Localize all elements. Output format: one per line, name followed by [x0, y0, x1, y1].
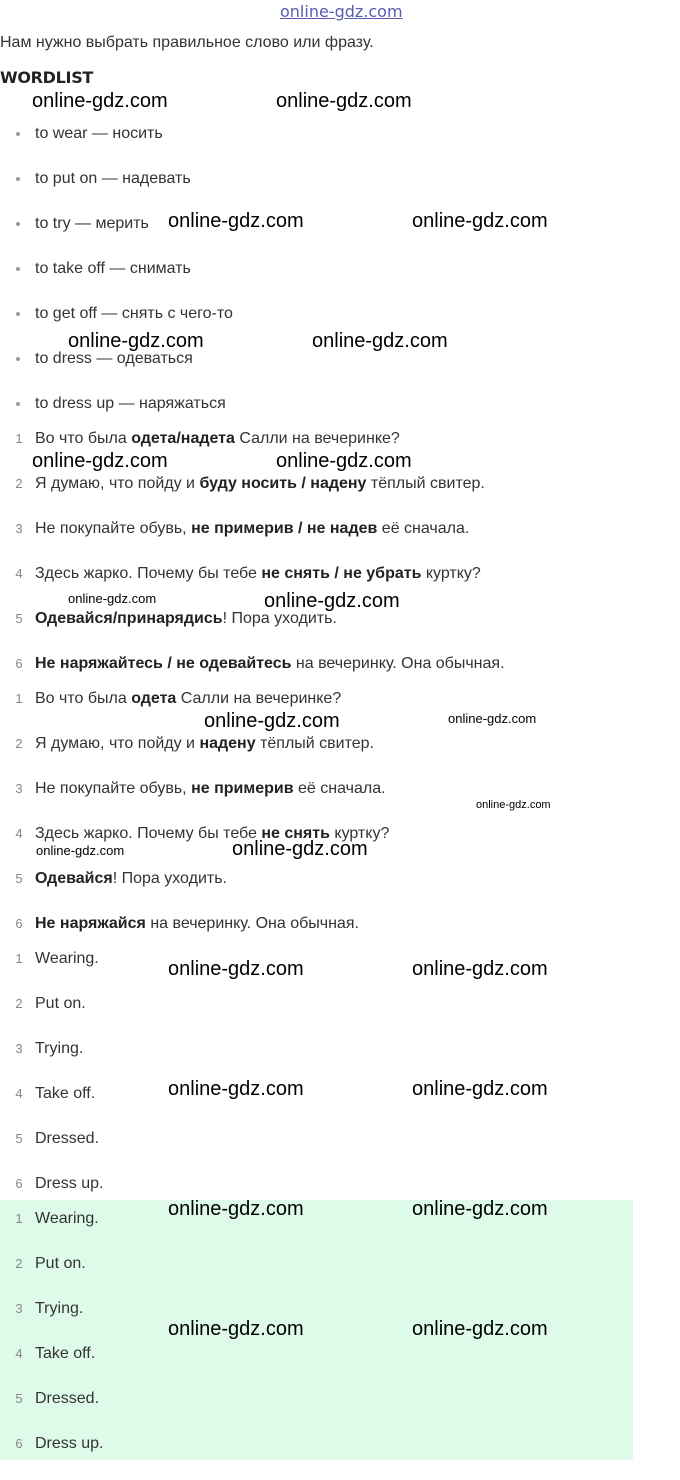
watermark: online-gdz.com — [32, 450, 168, 472]
answer-ru-item — [0, 870, 680, 915]
wordlist-item-text: to dress — одеваться — [35, 350, 193, 367]
item-number: 5 — [15, 1131, 23, 1146]
option-text: Не наряжайтесь / не одевайтесь на вечеринку. Она обычная. — [35, 655, 505, 672]
final-answer-item — [0, 1345, 680, 1390]
answer-en-text: Wearing. — [35, 950, 99, 967]
option-text: Не покупайте обувь, не примерив / не надев её сначала. — [35, 520, 470, 537]
item-number: 5 — [15, 611, 23, 626]
wordlist-item-text: to take off — снимать — [35, 260, 191, 277]
bullet-icon — [16, 402, 20, 406]
item-number: 2 — [15, 476, 23, 491]
answer-ru-text: Одевайся! Пора уходить. — [35, 870, 227, 887]
wordlist-item-text: to try — мерить — [35, 215, 149, 232]
wordlist-item — [0, 350, 680, 395]
answer-ru-text: Я думаю, что пойду и наденy тёплый свитер. — [35, 735, 375, 752]
wordlist-item — [0, 215, 680, 260]
final-answer-item — [0, 1435, 680, 1480]
wordlist-item-text: to put on — надевать — [35, 170, 191, 187]
wordlist-item-text: to get off — снять с чего-то — [35, 305, 233, 322]
item-number: 3 — [15, 521, 23, 536]
item-number: 4 — [15, 826, 23, 841]
site-header-link[interactable]: online-gdz.com — [280, 2, 403, 21]
bullet-icon — [16, 177, 20, 181]
watermark: online-gdz.com — [448, 711, 537, 726]
answer-en-text: Put on. — [35, 995, 86, 1012]
watermark: online-gdz.com — [68, 330, 204, 352]
item-number: 6 — [15, 916, 23, 931]
bullet-icon — [16, 312, 20, 316]
watermark: online-gdz.com — [68, 591, 157, 606]
answer-ru-text: Не покупайте обувь, не примерив её сначала. — [35, 780, 386, 797]
watermark: online-gdz.com — [412, 1318, 548, 1340]
item-number: 5 — [15, 1391, 23, 1406]
watermark: online-gdz.com — [168, 210, 304, 232]
bullet-icon — [16, 267, 20, 271]
final-answer-text: Dress up. — [35, 1435, 104, 1452]
item-number: 5 — [15, 871, 23, 886]
watermark: online-gdz.com — [476, 799, 551, 811]
watermark: online-gdz.com — [32, 90, 168, 112]
bullet-icon — [16, 132, 20, 136]
answer-ru-text: Не наряжайся на вечеринку. Она обычная. — [35, 915, 359, 932]
option-text: Я думаю, что пойду и буду носить / наденy тёплый свитер. — [35, 475, 485, 492]
answer-en-item — [0, 950, 680, 995]
watermark: online-gdz.com — [412, 958, 548, 980]
item-number: 2 — [15, 736, 23, 751]
final-answer-text: Dressed. — [35, 1390, 100, 1407]
watermark: online-gdz.com — [168, 1198, 304, 1220]
option-text: Во что была одета/надета Салли на вечеринке? — [35, 430, 400, 447]
answer-en-item — [0, 1130, 680, 1175]
answer-en-item — [0, 1085, 680, 1130]
final-answer-text: Take off. — [35, 1345, 96, 1362]
answer-en-text: Take off. — [35, 1085, 96, 1102]
answer-ru-item — [0, 735, 680, 780]
bullet-icon — [16, 357, 20, 361]
bullet-icon — [16, 222, 20, 226]
item-number: 6 — [15, 656, 23, 671]
option-item — [0, 610, 680, 655]
item-number: 2 — [15, 996, 23, 1011]
answer-en-text: Dress up. — [35, 1175, 104, 1192]
watermark: online-gdz.com — [168, 958, 304, 980]
item-number: 4 — [15, 1346, 23, 1361]
option-text: Одевайся/принарядись! Пора уходить. — [35, 610, 337, 627]
wordlist-title: WORDLIST — [0, 68, 94, 87]
option-item — [0, 520, 680, 565]
item-number: 1 — [15, 1211, 23, 1226]
answer-en-text: Dressed. — [35, 1130, 100, 1147]
wordlist-item — [0, 260, 680, 305]
wordlist-item-text: to dress up — наряжаться — [35, 395, 226, 412]
watermark: online-gdz.com — [412, 1078, 548, 1100]
answer-ru-item — [0, 690, 680, 735]
item-number: 6 — [15, 1436, 23, 1451]
watermark: online-gdz.com — [276, 90, 412, 112]
answer-en-item — [0, 995, 680, 1040]
watermark: online-gdz.com — [204, 710, 340, 732]
intro-text: Нам нужно выбрать правильное слово или фразу. — [0, 34, 374, 51]
final-answer-text: Trying. — [35, 1300, 84, 1317]
watermark: online-gdz.com — [36, 843, 125, 858]
item-number: 3 — [15, 1301, 23, 1316]
answer-ru-item — [0, 780, 680, 825]
option-text: Здесь жарко. Почему бы тебе не снять / не убрать куртку? — [35, 565, 481, 582]
answer-ru-text: Во что была одета Салли на вечеринке? — [35, 690, 342, 707]
final-answer-item — [0, 1300, 680, 1345]
item-number: 6 — [15, 1176, 23, 1191]
wordlist-item-text: to wear — носить — [35, 125, 163, 142]
final-answer-text: Put on. — [35, 1255, 86, 1272]
answer-ru-text: Здесь жарко. Почему бы тебе не снять куртку? — [35, 825, 390, 842]
final-answer-item — [0, 1390, 680, 1435]
final-answer-text: Wearing. — [35, 1210, 99, 1227]
item-number: 1 — [15, 951, 23, 966]
item-number: 4 — [15, 566, 23, 581]
wordlist-item — [0, 125, 680, 170]
watermark: online-gdz.com — [312, 330, 448, 352]
watermark: online-gdz.com — [168, 1318, 304, 1340]
final-answer-item — [0, 1210, 680, 1255]
wordlist-item — [0, 170, 680, 215]
watermark: online-gdz.com — [168, 1078, 304, 1100]
item-number: 4 — [15, 1086, 23, 1101]
item-number: 1 — [15, 691, 23, 706]
option-item — [0, 475, 680, 520]
watermark: online-gdz.com — [412, 210, 548, 232]
final-answer-item — [0, 1255, 680, 1300]
watermark: online-gdz.com — [412, 1198, 548, 1220]
item-number: 1 — [15, 431, 23, 446]
watermark: online-gdz.com — [232, 838, 368, 860]
watermark: online-gdz.com — [264, 590, 400, 612]
item-number: 3 — [15, 1041, 23, 1056]
answer-en-text: Trying. — [35, 1040, 84, 1057]
item-number: 3 — [15, 781, 23, 796]
watermark: online-gdz.com — [276, 450, 412, 472]
answer-en-item — [0, 1040, 680, 1085]
item-number: 2 — [15, 1256, 23, 1271]
